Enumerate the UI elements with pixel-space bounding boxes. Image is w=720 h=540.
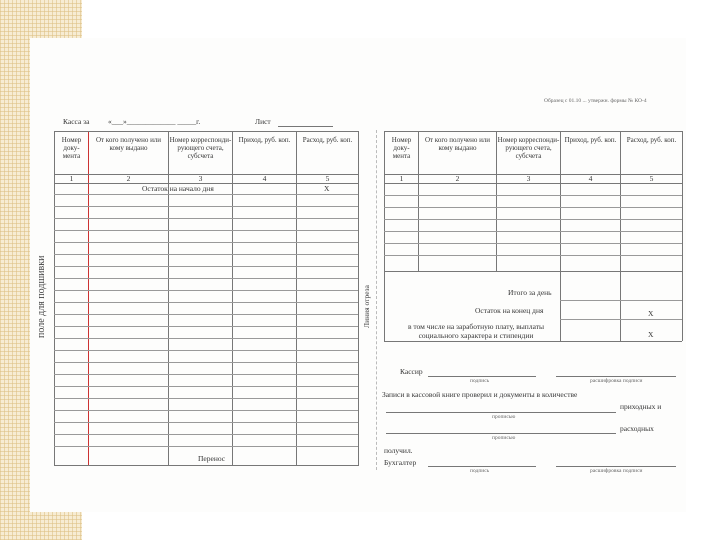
left-col-num-4: 4: [262, 174, 267, 183]
cash-book-sheet: [30, 38, 686, 512]
cashier-label: Кассир: [400, 367, 423, 376]
sheet-number-field[interactable]: [278, 126, 333, 127]
of-which-x: X: [648, 330, 654, 339]
outgoing-words-caption: прописью: [492, 435, 516, 441]
cashbook-label: Касса за: [63, 117, 90, 126]
carry-over-label: Перенос: [198, 454, 226, 463]
records-checked-label: Записи в кассовой книге проверил и документы в количестве: [382, 390, 578, 399]
right-col-num-2: 2: [455, 174, 460, 183]
outgoing-label: расходных: [620, 424, 654, 433]
right-col-expense: Расход, руб. коп.: [626, 136, 677, 144]
incoming-count-field[interactable]: [386, 412, 616, 413]
left-col-num-1: 1: [69, 174, 74, 183]
form-reference-note: Образец с 01.10 ... утвержн. формы № КО-4: [544, 98, 647, 104]
accountant-name-field[interactable]: [556, 466, 676, 467]
of-which-label: в том числе на заработную плату, выплаты социального характера и стипендии: [407, 322, 545, 340]
date-field[interactable]: «___»_____________ _____г.: [108, 117, 201, 126]
right-col-doc-number: Номер доку-мента: [391, 136, 412, 160]
right-col-num-1: 1: [399, 174, 404, 183]
closing-balance-label: Остаток на конец дня: [475, 306, 544, 315]
cashier-name-field[interactable]: [556, 376, 676, 377]
left-col-account: Номер корреспонди-рующего счета, субсчета: [169, 136, 232, 160]
accountant-label: Бухгалтер: [384, 458, 417, 467]
right-col-num-5: 5: [649, 174, 654, 183]
cut-line-label: Линия отреза: [362, 285, 371, 328]
cut-line: [376, 130, 377, 470]
opening-balance-label: Остаток на начало дня: [142, 184, 214, 193]
left-col-num-2: 2: [126, 174, 131, 183]
right-col-num-3: 3: [526, 174, 531, 183]
left-col-doc-number: Номер доку-мента: [61, 136, 82, 160]
right-col-num-4: 4: [588, 174, 593, 183]
incoming-words-caption: прописью: [492, 414, 516, 420]
left-col-from-to: От кого получено или кому выдано: [95, 136, 162, 152]
accountant-signature-field[interactable]: [428, 466, 536, 467]
left-col-expense: Расход, руб. коп.: [302, 136, 353, 144]
received-label: получил.: [384, 446, 413, 455]
binding-margin-label: поле для подшивки: [36, 255, 47, 338]
right-col-account: Номер корреспонди-рующего счета, субсчета: [497, 136, 560, 160]
right-col-from-to: От кого получено или кому выдано: [424, 136, 491, 152]
sheet-label: Лист: [255, 117, 271, 126]
outgoing-count-field[interactable]: [386, 433, 616, 434]
cashier-signature-field[interactable]: [428, 376, 536, 377]
left-col-num-3: 3: [198, 174, 203, 183]
accountant-decode-caption: расшифровка подписи: [590, 468, 643, 474]
accountant-sign-caption: подпись: [470, 468, 490, 474]
cashier-decode-caption: расшифровка подписи: [590, 378, 643, 384]
left-col-income: Приход, руб. коп.: [238, 136, 291, 144]
right-col-income: Приход, руб. коп.: [564, 136, 617, 144]
day-total-label: Итого за день: [508, 288, 552, 297]
incoming-label: приходных и: [620, 402, 662, 411]
opening-balance-x: X: [324, 184, 330, 193]
closing-balance-x: X: [648, 309, 654, 318]
cashier-sign-caption: подпись: [470, 378, 490, 384]
left-col-num-5: 5: [325, 174, 330, 183]
